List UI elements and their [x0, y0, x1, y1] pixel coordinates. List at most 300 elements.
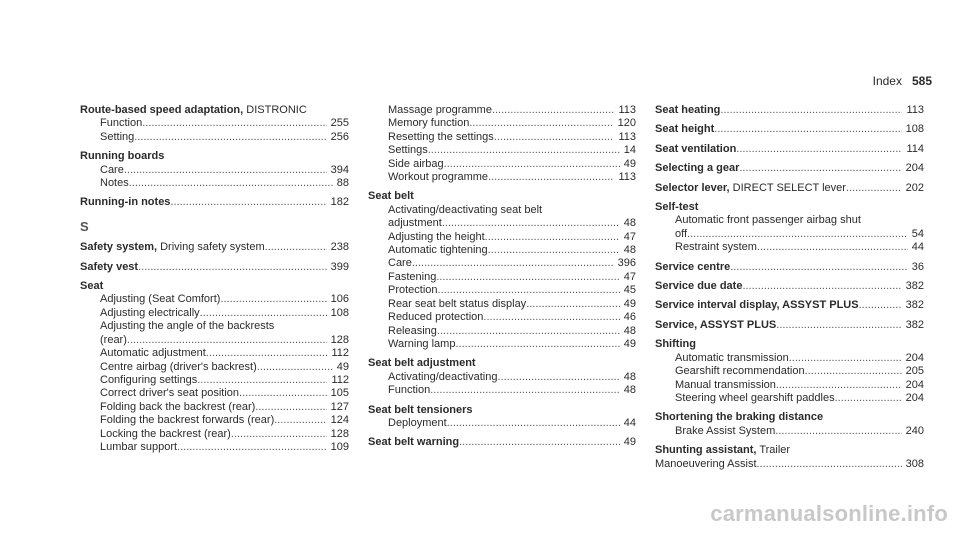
subentry-text: Automatic adjustment	[100, 347, 206, 360]
index-subentry	[80, 347, 349, 360]
subentry-page: 112	[331, 373, 349, 386]
entry-heading	[655, 201, 924, 214]
subentry-text: Activating/deactivating seat belt	[388, 203, 543, 216]
entry-heading	[80, 261, 349, 274]
entry-heading-text	[655, 143, 736, 156]
subentry-text: Protection	[388, 284, 438, 297]
entry-term: Selecting a gear	[655, 162, 740, 175]
subentry-page: 128	[330, 427, 349, 440]
leader-dots	[720, 104, 902, 117]
entry-heading	[655, 143, 924, 156]
entry-term-suffix: DIRECT SELECT lever	[729, 181, 846, 194]
entry-heading	[655, 299, 924, 312]
entry-heading-text	[655, 319, 776, 332]
leader-dots	[197, 374, 327, 387]
subentry-page: 48	[623, 217, 636, 230]
index-entry	[655, 313, 924, 332]
leader-dots	[497, 371, 619, 384]
index-subentry	[80, 320, 349, 333]
index-subentry	[368, 325, 636, 338]
index-subentry	[368, 144, 636, 157]
leader-dots	[742, 280, 901, 293]
index-subentry	[655, 214, 924, 227]
entry-page: 238	[330, 241, 349, 254]
index-subentry	[368, 131, 636, 144]
subentry-text: Function	[388, 384, 431, 397]
index-subentry	[368, 204, 636, 217]
entry-term: Shunting assistant,	[655, 444, 757, 457]
subentry-page: 113	[618, 171, 636, 184]
entry-page: 113	[906, 104, 924, 116]
subentry-page: 14	[623, 144, 636, 157]
leader-dots	[494, 131, 615, 144]
subentry-text: Configuring settings	[100, 373, 198, 386]
leader-dots	[714, 123, 901, 136]
index-subentry	[80, 414, 349, 427]
index-subentry	[655, 352, 924, 365]
entry-term: Seat ventilation	[655, 142, 737, 155]
subentry-page: 396	[617, 257, 636, 270]
index-entry	[655, 156, 924, 175]
subentry-page: 113	[618, 104, 636, 116]
leader-dots	[459, 436, 620, 449]
subentry-text: Setting	[100, 130, 135, 143]
index-subentry	[368, 371, 636, 384]
index-subentry	[655, 365, 924, 378]
index-subentry	[368, 284, 636, 297]
leader-dots	[412, 257, 614, 270]
subentry-text: Function	[100, 117, 143, 130]
entry-term-suffix: DISTRONIC	[243, 104, 307, 116]
entry-heading	[80, 196, 349, 209]
subentry-page: 106	[330, 293, 349, 306]
entry-heading	[655, 280, 924, 293]
entry-heading	[655, 261, 924, 274]
subentry-page: 204	[905, 351, 924, 364]
subentry-text: Automatic front passenger airbag shut	[675, 214, 861, 227]
subentry-text: Automatic transmission	[675, 351, 789, 364]
entry-heading-text	[655, 182, 846, 195]
leader-dots	[239, 387, 327, 400]
subentry-page: 113	[618, 130, 636, 143]
subentry-text: Centre airbag (driver's backrest)	[100, 360, 257, 373]
entry-page: 114	[906, 142, 924, 155]
entry-term: Service due date	[655, 280, 743, 293]
entry-page: 382	[905, 299, 924, 312]
index-subentry	[80, 401, 349, 414]
index-subentry	[368, 298, 636, 311]
index-entry	[80, 241, 349, 254]
leader-dots	[127, 334, 327, 347]
subentry-text: Folding the backrest forwards (rear)	[100, 414, 275, 427]
entry-page: 204	[905, 162, 924, 175]
leader-dots	[447, 417, 620, 430]
entry-heading	[655, 123, 924, 136]
subentry-text: Adjusting electrically	[100, 306, 200, 319]
index-column-1	[80, 104, 349, 454]
index-subentry	[368, 117, 636, 130]
subentry-text: Memory function	[388, 117, 470, 130]
subentry-text: off	[675, 227, 688, 240]
index-subentry	[80, 117, 349, 130]
entry-heading	[368, 357, 636, 370]
subentry-page: 48	[623, 384, 636, 397]
index-subentry	[368, 158, 636, 171]
subentry-text: Side airbag	[388, 157, 444, 170]
leader-dots	[757, 458, 902, 471]
index-subentry	[368, 244, 636, 257]
index-entry	[368, 351, 636, 397]
index-subentry	[80, 164, 349, 177]
leader-dots	[265, 241, 327, 254]
leader-dots	[257, 361, 333, 374]
entry-heading-text	[655, 338, 696, 351]
entry-heading-text	[655, 123, 714, 136]
entry-heading-text	[655, 299, 859, 312]
entry-heading-text	[80, 196, 170, 209]
page-header	[873, 74, 932, 88]
index-subentry	[368, 417, 636, 430]
leader-dots	[438, 284, 620, 297]
index-subentry	[368, 104, 636, 117]
index-subentry	[80, 307, 349, 320]
index-subentry	[80, 428, 349, 441]
leader-dots	[483, 311, 619, 324]
leader-dots	[142, 117, 326, 130]
leader-dots	[776, 319, 901, 332]
entry-heading-text	[368, 404, 473, 417]
leader-dots	[255, 401, 326, 414]
entry-term: Seat	[80, 280, 104, 293]
leader-dots	[789, 352, 902, 365]
entry-page: 399	[330, 260, 349, 273]
entry-heading	[655, 162, 924, 175]
entry-term: Self-test	[655, 201, 699, 214]
subentry-page: 308	[905, 457, 924, 470]
entry-heading	[655, 182, 924, 195]
leader-dots	[129, 177, 333, 190]
entry-page: 382	[905, 280, 924, 293]
leader-dots	[730, 261, 908, 274]
leader-dots	[526, 298, 620, 311]
subentry-page: 54	[911, 227, 924, 240]
entry-term: Seat height	[655, 123, 715, 136]
subentry-text: Settings	[388, 144, 428, 157]
subentry-page: 48	[623, 370, 636, 383]
subentry-page: 46	[623, 311, 636, 324]
subentry-text: Massage programme	[388, 104, 492, 116]
leader-dots	[739, 162, 901, 175]
index-subentry	[80, 361, 349, 374]
page-number: 585	[911, 74, 932, 88]
index-subentry	[368, 338, 636, 351]
subentry-page: 44	[623, 416, 636, 429]
index-entry	[80, 255, 349, 274]
entry-heading-text	[368, 357, 476, 370]
subentry-page: 48	[623, 244, 636, 257]
leader-dots	[124, 164, 327, 177]
subentry-page: 204	[905, 378, 924, 391]
entry-heading	[80, 104, 349, 117]
entry-heading-text	[655, 280, 742, 293]
subentry-text: Care	[100, 163, 124, 176]
subentry-page: 120	[617, 117, 636, 130]
entry-term-suffix: Trailer	[756, 444, 791, 457]
subentry-page: 204	[905, 391, 924, 404]
leader-dots	[776, 379, 902, 392]
subentry-text: Folding back the backrest (rear)	[100, 400, 256, 413]
index-column-2	[368, 104, 636, 450]
entry-heading	[655, 319, 924, 332]
entry-term: Route-based speed adaptation,	[80, 104, 244, 116]
index-subentry	[368, 257, 636, 270]
entry-term: Running boards	[80, 150, 165, 163]
index-entry	[655, 104, 924, 117]
subentry-page: 49	[623, 157, 636, 170]
index-entry	[655, 438, 924, 471]
leader-dots	[231, 428, 327, 441]
leader-dots	[430, 384, 620, 397]
index-subentry	[80, 177, 349, 190]
index-subentry	[80, 441, 349, 454]
entry-term: Shortening the braking distance	[655, 411, 824, 424]
subentry-text: Steering wheel gearshift paddles	[675, 391, 835, 404]
entry-page: 182	[330, 196, 349, 209]
leader-dots	[757, 241, 908, 254]
entry-term: Safety vest	[80, 260, 139, 273]
leader-dots	[835, 392, 902, 405]
entry-term: Seat belt tensioners	[368, 403, 473, 416]
subentry-text: Resetting the settings	[388, 130, 494, 143]
index-entry	[80, 190, 349, 209]
index-entry	[655, 405, 924, 438]
subentry-text: Adjusting the height	[388, 230, 485, 243]
entry-term: Seat belt warning	[368, 436, 460, 449]
subentry-text: Warning lamp	[388, 337, 456, 350]
entry-heading-text	[80, 150, 164, 163]
index-entry	[368, 430, 636, 449]
entry-term: Service centre	[655, 260, 731, 273]
entry-heading	[655, 338, 924, 351]
leader-dots	[687, 228, 908, 241]
leader-dots	[442, 217, 620, 230]
entry-term: Safety system,	[80, 241, 158, 254]
entry-page: 49	[623, 436, 636, 449]
subentry-page: 105	[330, 387, 349, 400]
subentry-page: 44	[911, 241, 924, 254]
entry-heading-text	[655, 261, 730, 274]
subentry-page: 49	[336, 360, 349, 373]
entry-term-suffix: Driving safety system	[157, 241, 265, 254]
subentry-text: Reduced protection	[388, 311, 484, 324]
index-subentry	[368, 171, 636, 184]
subentry-text: Gearshift recommendation	[675, 365, 805, 378]
leader-dots	[138, 261, 327, 274]
entry-heading	[368, 404, 636, 417]
subentry-page: 112	[331, 347, 349, 360]
index-entry	[368, 184, 636, 351]
subentry-text: Manoeuvering Assist	[655, 457, 757, 470]
subentry-text: Workout programme	[388, 171, 489, 184]
leader-dots	[805, 365, 902, 378]
index-subentry	[655, 379, 924, 392]
index-entry	[80, 104, 349, 144]
leader-dots	[206, 347, 328, 360]
index-subentry	[368, 231, 636, 244]
entry-heading-text	[655, 162, 739, 175]
entry-heading-text	[655, 444, 790, 457]
index-subentry	[80, 374, 349, 387]
leader-dots	[485, 231, 620, 244]
subentry-text: Care	[388, 257, 412, 270]
subentry-page: 255	[330, 117, 349, 130]
index-entry	[655, 195, 924, 255]
entry-page: 382	[905, 318, 924, 331]
entry-heading	[80, 280, 349, 293]
index-entry	[368, 398, 636, 431]
index-subentry	[655, 392, 924, 405]
index-entry	[655, 176, 924, 195]
watermark: carmanualsonline.info	[710, 501, 948, 526]
index-subentry	[80, 387, 349, 400]
index-subentry	[368, 271, 636, 284]
entry-heading	[368, 436, 636, 449]
leader-dots	[220, 293, 326, 306]
leader-dots	[455, 338, 619, 351]
entry-heading-text	[368, 436, 459, 449]
entry-heading-text	[655, 201, 698, 214]
subentry-text: Notes	[100, 177, 129, 190]
leader-dots	[428, 144, 620, 157]
leader-dots	[437, 325, 620, 338]
index-subentry	[655, 425, 924, 438]
index-subentry	[655, 228, 924, 241]
subentry-page: 109	[330, 440, 349, 453]
index-entry	[655, 293, 924, 312]
leader-dots	[444, 158, 620, 171]
index-subentry	[655, 458, 924, 471]
leader-dots	[274, 414, 326, 427]
subentry-page: 240	[905, 424, 924, 437]
subentry-text: Fastening	[388, 270, 437, 283]
subentry-text: Manual transmission	[675, 378, 776, 391]
index-entry	[655, 255, 924, 274]
index-subentry	[368, 384, 636, 397]
entry-heading	[655, 444, 924, 457]
subentry-text: Rear seat belt status display	[388, 297, 527, 310]
entry-heading	[80, 241, 349, 254]
leader-dots	[736, 143, 902, 156]
subentry-text: Lumbar support	[100, 440, 178, 453]
subentry-text: Brake Assist System	[675, 424, 776, 437]
leader-dots	[436, 271, 619, 284]
entry-page: 202	[905, 181, 924, 194]
entry-heading-text	[80, 261, 138, 274]
leader-dots	[492, 104, 615, 117]
subentry-text: Automatic tightening	[388, 244, 488, 257]
subentry-page: 128	[330, 333, 349, 346]
header-label: Index	[872, 74, 902, 88]
index-subentry	[655, 241, 924, 254]
leader-dots	[488, 171, 614, 184]
entry-heading	[655, 411, 924, 424]
entry-heading-text	[80, 241, 265, 254]
leader-dots	[488, 244, 620, 257]
entry-heading	[368, 190, 636, 203]
index-entry	[80, 274, 349, 454]
leader-dots	[170, 196, 326, 209]
section-letter: S	[80, 218, 89, 234]
index-subentry	[368, 217, 636, 230]
subentry-text: Correct driver's seat position	[100, 387, 240, 400]
subentry-page: 48	[623, 324, 636, 337]
subentry-text: Releasing	[388, 324, 437, 337]
leader-dots	[469, 117, 613, 130]
subentry-page: 49	[623, 337, 636, 350]
index-entry	[655, 274, 924, 293]
subentry-page: 124	[330, 414, 349, 427]
index-subentry	[368, 311, 636, 324]
entry-term: Service interval display, ASSYST PLUS	[655, 299, 859, 312]
entry-heading-text	[80, 280, 103, 293]
subentry-page: 88	[336, 177, 349, 190]
index-entry	[655, 117, 924, 136]
leader-dots	[859, 299, 902, 312]
index-subentry	[80, 293, 349, 306]
leader-dots	[177, 441, 327, 454]
entry-heading-text	[80, 104, 307, 117]
leader-dots	[134, 131, 326, 144]
entry-term: Seat belt	[368, 190, 414, 203]
subentry-text: Locking the backrest (rear)	[100, 427, 231, 440]
entry-heading-text	[368, 190, 414, 203]
entry-heading-text	[655, 411, 823, 424]
index-entry	[655, 332, 924, 405]
entry-term: Seat belt adjustment	[368, 357, 476, 370]
subentry-text: Activating/deactivating	[388, 370, 498, 383]
entry-term: Selector lever,	[655, 181, 730, 194]
entry-term: Seat heating	[655, 104, 721, 116]
subentry-page: 47	[623, 230, 636, 243]
index-entry	[655, 137, 924, 156]
subentry-page: 108	[330, 306, 349, 319]
index-entry	[80, 144, 349, 190]
subentry-text: Restraint system	[675, 241, 757, 254]
subentry-text: Deployment	[388, 416, 447, 429]
subentry-text: (rear)	[100, 333, 127, 346]
entry-term: Service, ASSYST PLUS	[655, 318, 777, 331]
subentry-text: adjustment	[388, 217, 442, 230]
subentry-page: 47	[623, 270, 636, 283]
index-subentry	[80, 131, 349, 144]
subentry-page: 256	[330, 130, 349, 143]
subentry-page: 45	[623, 284, 636, 297]
entry-heading-text	[655, 104, 720, 117]
entry-term: Shifting	[655, 338, 696, 351]
entry-term: Running-in notes	[80, 196, 171, 209]
subentry-text: Adjusting (Seat Comfort)	[100, 293, 221, 306]
leader-dots	[775, 425, 901, 438]
index-column-3	[655, 104, 924, 471]
leader-dots	[846, 182, 902, 195]
subentry-page: 205	[905, 365, 924, 378]
entry-heading	[80, 150, 349, 163]
leader-dots	[200, 307, 327, 320]
subentry-text: Adjusting the angle of the backrests	[100, 320, 275, 333]
entry-heading	[655, 104, 924, 117]
index-subentry	[80, 334, 349, 347]
subentry-page: 49	[623, 297, 636, 310]
